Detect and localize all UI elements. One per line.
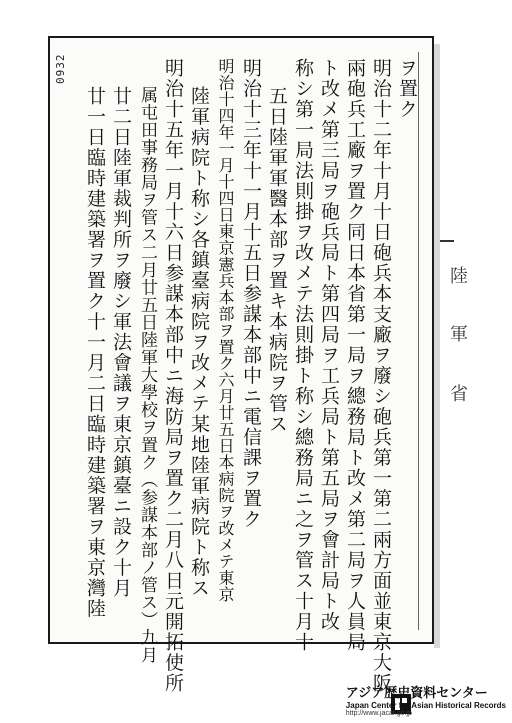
text-column-11: 属屯田事務局ヲ管ス二月廿五日陸軍大學校ヲ置ク（参謀本部ノ管ス）九月 [137,86,157,664]
text-column-4: ト改メ第三局ヲ砲兵局ト第四局ヲ工兵局ト第五局ヲ會計局ト改 [318,58,340,632]
fragment-glyph-1: 陸 [450,266,468,287]
text-column-12: 廿二日陸軍裁判所ヲ廢シ軍法會議ヲ東京鎮臺ニ設ク十月 [110,86,132,599]
text-column-5: 称シ第一局法則掛ヲ改メテ法則掛ト称シ總務局ニ之ヲ管ス十月十 [292,58,314,653]
text-column-13: 廿一日臨時建築署ヲ置ク十一月二日臨時建築署ヲ東京灣陸 [84,86,106,619]
text-column-7: 明治十三年十一月十五日参謀本部中ニ電信課ヲ置ク [240,58,262,530]
text-column-1: ヲ置ク [396,58,418,120]
text-column-10: 明治十五年一月十六日参謀本部中ニ海防局ヲ置ク二月八日元開拓使所 [162,58,184,694]
org-name-ja: アジア歴史資料センター [345,686,488,701]
text-column-8: 明治十四年一月十四日東京憲兵本部ヲ置ク六月廿五日本病院ヲ改メテ東京 [216,58,235,603]
org-url[interactable]: http://www.jacar.go.jp [345,710,412,717]
fragment-rule [440,240,454,242]
fragment-glyph-2: 軍 [450,324,468,345]
adjacent-page-fragment [440,240,504,530]
archive-credit [346,682,506,717]
text-column-3: 兩砲兵工廠ヲ置ク同日本省第一局ヲ總務局ト改メ第二局ヲ人員局 [344,58,366,653]
org-name-en: Japan Center for Asian Historical Records [345,701,506,710]
text-column-9: 陸軍病院ト称シ各鎮臺病院ヲ改メテ某地陸軍病院ト称ス [188,86,210,599]
page-number-stamp: 0932 [54,53,67,84]
fragment-glyph-3: 省 [450,384,468,405]
text-column-6: 五日陸軍軍醫本部ヲ置キ本病院ヲ管ス [266,86,288,435]
margin-rule [418,52,419,630]
text-column-2: 明治十二年十月十日砲兵本支廠ヲ廢シ砲兵第一第二兩方面並東京大阪 [370,58,392,694]
